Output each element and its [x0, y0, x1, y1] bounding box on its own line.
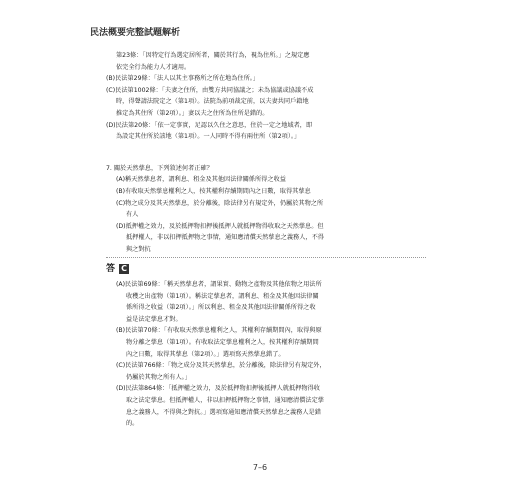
explanation-line: 的。 — [126, 420, 139, 428]
explanation-line: (C)民法第766條：「物之成分及其天然孳息，於分離後，除法律另有規定外， — [116, 362, 326, 370]
intro-block — [106, 50, 426, 73]
question-block — [106, 163, 426, 256]
explanation-line: 息之義務人，不得與之對抗。」選項寫通知應清償天然孳息之義務人是錯 — [126, 408, 321, 416]
option-d-cont: 抵押權人，非以扣押抵押物之事情，通知應清償天然孳息之義務人，不得 — [126, 234, 324, 242]
explanation-line: 內之日數，取得其孳息（第2項）。」選項寫天然孳息錯了。 — [126, 350, 285, 358]
explanation-line: 取之法定孳息。但抵押權人，非以扣押抵押物之事情，通知應清償法定孳 — [126, 397, 324, 405]
option-c-cont: 有人 — [126, 211, 139, 219]
intro-item-b: (B)民法第29條：「法人以其主事務所之所在地為住所。」 — [106, 75, 260, 83]
question-stem: 7. 關於天然孳息，下列敘述何者正確？ — [106, 164, 213, 172]
intro-item-c: (C)民法第1002條：「夫妻之住所，由雙方共同協議之；未為協議或協議不成 — [106, 86, 314, 94]
explanation-line: 仍屬於其物之所有人。」 — [126, 373, 191, 381]
answer-row — [106, 264, 426, 276]
explanation-line: (B)民法第70條：「有收取天然孳息權利之人，其權利存續期間內，取得與原 — [116, 327, 322, 335]
explanation-line: 物分離之孳息（第1項）。有收取法定孳息權利之人，按其權利存續期間 — [126, 339, 319, 347]
intro-line: 第23條：「因特定行為選定居所者，關於其行為，視為住所。」之規定應 — [116, 52, 310, 59]
explanation-line: (A)民法第69條：「稱天然孳息者，謂果實、動物之產物及其他依物之用法所 — [116, 281, 322, 289]
explanation-line: 益是法定孳息才對。 — [126, 315, 182, 323]
page-number: 7–6 — [252, 463, 268, 472]
answer-choice-badge: C — [119, 264, 129, 274]
intro-item-c-cont: 推定為其住所（第2項）。」妻以夫之住所為住所是錯的。 — [116, 109, 269, 117]
option-c: (C)物之成分及其天然孳息，於分離後，除法律另有規定外，仍屬於其物之所 — [116, 199, 324, 207]
intro-items — [106, 73, 426, 143]
explanation-line: 係所得之收益（第2項）。」所以利息、租金及其他因法律關係所得之收 — [126, 304, 316, 312]
option-a: (A)稱天然孳息者，謂利息、租金及其他因法律關係所得之收益 — [116, 176, 286, 184]
option-b: (B)有收取天然孳息權利之人，按其權利存續期間內之日數，取得其孳息 — [116, 187, 311, 195]
intro-item-c-cont: 時，得聲請法院定之（第1項）。法院為前項裁定前，以夫妻共同戶籍地 — [116, 98, 309, 106]
explanation-line: 收穫之出產物（第1項）。稱法定孳息者，謂利息、租金及其他因法律關 — [126, 292, 319, 300]
option-d: (D)抵押權之效力，及於抵押物扣押後抵押人就抵押物得收取之天然孳息。但 — [116, 222, 324, 230]
explanation-block — [106, 279, 426, 430]
intro-item-d-cont: 為設定其住所於該地（第1項）。一人同時不得有兩住所（第2項）。」 — [116, 133, 301, 141]
page-content — [106, 50, 426, 430]
intro-line: 依完全行為能力人才適用。 — [116, 63, 191, 71]
explanation-line: (D)民法第864條：「抵押權之效力，及於抵押物扣押後抵押人就抵押物得收 — [116, 385, 320, 393]
answer-label: 答 — [106, 263, 116, 274]
intro-item-d: (D)民法第20條：「依一定事實，足認以久住之意思，住於一定之地域者，即 — [106, 121, 313, 129]
section-divider — [106, 257, 426, 258]
running-header: 民法概要完整試題解析 — [90, 28, 181, 38]
option-d-cont: 與之對抗 — [126, 245, 151, 253]
